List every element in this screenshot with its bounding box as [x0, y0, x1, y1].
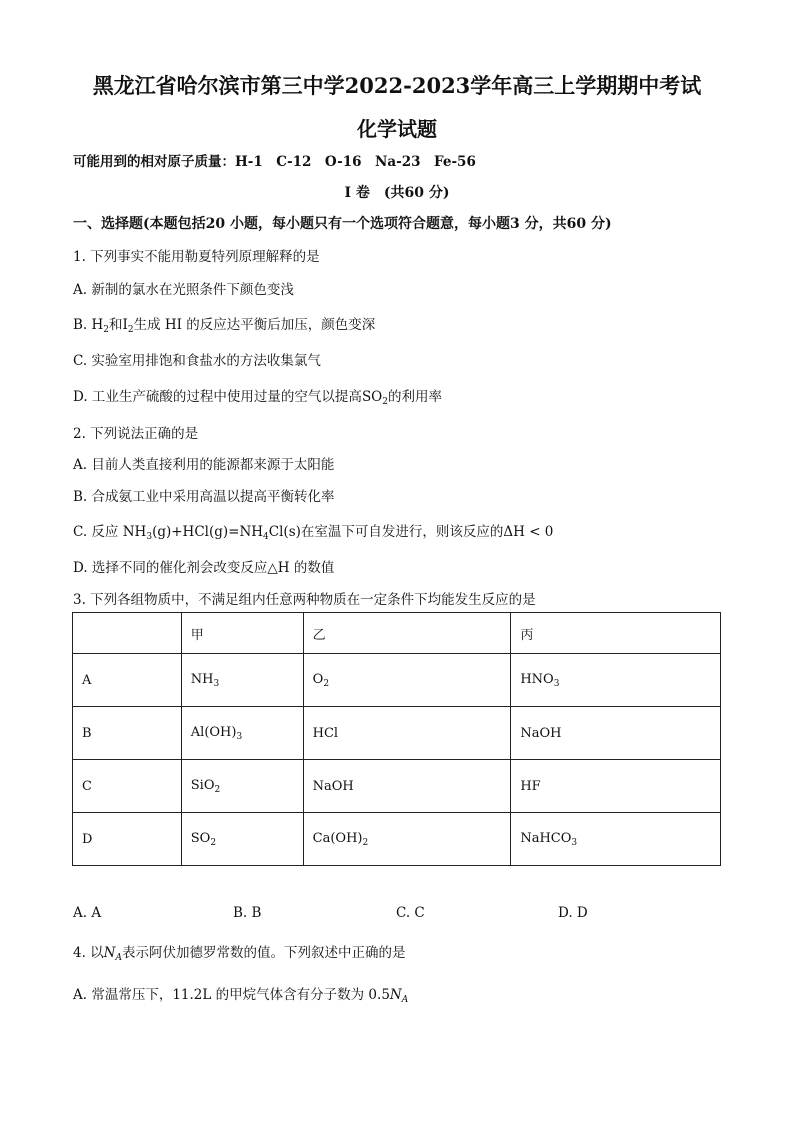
question-2-option-c	[73, 520, 553, 542]
question-1-option-a: A. 新制的氯水在光照条件下颜色变浅	[73, 282, 294, 298]
table-cell	[303, 707, 511, 760]
formula-text: SiO	[190, 777, 215, 793]
table-header-cell: 甲	[181, 613, 303, 654]
question-3-answer-d: D. D	[558, 905, 588, 921]
formula-subscript: 2	[103, 325, 110, 335]
table-cell	[511, 760, 721, 813]
row-label: A	[73, 654, 182, 707]
atomic-masses: 可能用到的相对原子质量：H-1 C-12 O-16 Na-23 Fe-56	[73, 154, 476, 170]
table-row	[73, 760, 721, 813]
reaction-equation	[123, 524, 301, 540]
formula-text: NaOH	[520, 725, 562, 741]
table-cell	[511, 813, 721, 866]
formula-text: Al(OH)	[190, 724, 237, 740]
table-cell	[181, 813, 303, 866]
question-1-option-b	[73, 313, 375, 335]
formula-text: HCl	[312, 725, 339, 741]
volume-heading: I 卷 (共60 分)	[344, 185, 450, 201]
formula-text: NaOH	[312, 778, 354, 794]
option-text: C. 反应	[73, 524, 119, 540]
substance-table	[72, 612, 721, 866]
formula-text: I	[122, 317, 128, 333]
table-header-cell: 丙	[511, 613, 721, 654]
question-3-answer-a: A. A	[73, 905, 102, 921]
table-cell	[181, 760, 303, 813]
formula-subscript: 3	[213, 678, 220, 689]
enthalpy-condition: ΔH < 0	[503, 524, 554, 540]
question-2-stem: 2. 下列说法正确的是	[73, 426, 199, 442]
table-cell	[181, 654, 303, 707]
formula-subscript: 2	[323, 678, 330, 689]
option-text: 的利用率	[388, 389, 442, 405]
formula-subscript: A	[115, 953, 122, 963]
table-cell	[511, 654, 721, 707]
table-row	[73, 813, 721, 866]
exam-title: 黑龙江省哈尔滨市第三中学2022-2023学年高三上学期期中考试	[92, 73, 702, 98]
formula-text: NH	[122, 524, 147, 540]
formula-text: O	[312, 671, 324, 687]
question-3-answer-c: C. C	[396, 905, 425, 921]
formula-subscript: 3	[553, 678, 560, 689]
question-1-option-d	[73, 385, 442, 407]
question-2-option-d: D. 选择不同的催化剂会改变反应△H 的数值	[73, 560, 335, 576]
question-text: 4. 以	[73, 945, 104, 961]
formula-text: N	[103, 945, 116, 961]
table-header-cell	[73, 613, 182, 654]
formula-text: N	[389, 987, 402, 1003]
formula-text: Ca(OH)	[312, 830, 363, 846]
formula-i2	[123, 317, 134, 333]
question-text: 表示阿伏加德罗常数的值。下列叙述中正确的是	[121, 945, 406, 961]
table-cell	[303, 760, 511, 813]
table-cell	[511, 707, 721, 760]
formula-subscript: 3	[236, 731, 243, 742]
formula-text: (g)+HCl(g)=NH	[152, 524, 264, 540]
table-cell	[181, 707, 303, 760]
option-text: 在室温下可自发进行，则该反应的	[300, 524, 504, 540]
formula-subscript: 2	[214, 784, 221, 795]
question-2-option-b: B. 合成氨工业中采用高温以提高平衡转化率	[73, 489, 335, 505]
table-row	[73, 707, 721, 760]
row-label: B	[73, 707, 182, 760]
row-label: D	[73, 813, 182, 866]
formula-subscript: 3	[571, 837, 578, 848]
row-label: C	[73, 760, 182, 813]
subject-title: 化学试题	[357, 117, 437, 141]
option-text: 和	[109, 317, 123, 333]
avogadro-symbol	[390, 987, 408, 1003]
table-cell	[303, 813, 511, 866]
question-1-stem: 1. 下列事实不能用勒夏特列原理解释的是	[73, 249, 320, 265]
formula-text: Cl(s)	[268, 524, 301, 540]
question-1-option-c: C. 实验室用排饱和食盐水的方法收集氯气	[73, 353, 321, 369]
table-cell	[303, 654, 511, 707]
formula-subscript: A	[401, 995, 409, 1005]
formula-subscript: 2	[362, 837, 369, 848]
formula-subscript: 2	[210, 837, 217, 848]
formula-text: NaHCO	[520, 830, 572, 846]
question-3-stem: 3. 下列各组物质中，不满足组内任意两种物质在一定条件下均能发生反应的是	[73, 592, 536, 608]
table-header-cell: 乙	[303, 613, 511, 654]
question-3-answer-b: B. B	[233, 905, 262, 921]
formula-subscript: 3	[146, 532, 153, 542]
formula-subscript: 2	[127, 325, 134, 335]
formula-h2	[92, 317, 110, 333]
question-2-option-a: A. 目前人类直接利用的能源都来源于太阳能	[73, 457, 335, 473]
formula-text: SO	[361, 389, 383, 405]
formula-subscript: 2	[382, 397, 388, 407]
question-4-option-a	[73, 983, 408, 1005]
formula-text: HNO	[520, 671, 554, 687]
formula-text: H	[91, 317, 104, 333]
option-text: A. 常温常压下，11.2L 的甲烷气体含有分子数为 0.5	[73, 987, 390, 1003]
option-letter: B.	[73, 317, 88, 333]
formula-text: HF	[520, 778, 541, 794]
avogadro-symbol	[104, 945, 122, 961]
formula-text: NH	[190, 671, 214, 687]
section-heading: 一、选择题(本题包括20 小题，每小题只有一个选项符合题意，每小题3 分，共60 分)	[73, 216, 612, 232]
formula-so2	[362, 389, 388, 405]
option-text: 生成 HI 的反应达平衡后加压，颜色变深	[133, 317, 376, 333]
question-4-stem	[73, 941, 405, 963]
option-text: D. 工业生产硫酸的过程中使用过量的空气以提高	[73, 389, 362, 405]
formula-subscript: 4	[263, 532, 269, 542]
table-header-row	[73, 613, 721, 654]
table-row	[73, 654, 721, 707]
formula-text: SO	[190, 830, 211, 846]
